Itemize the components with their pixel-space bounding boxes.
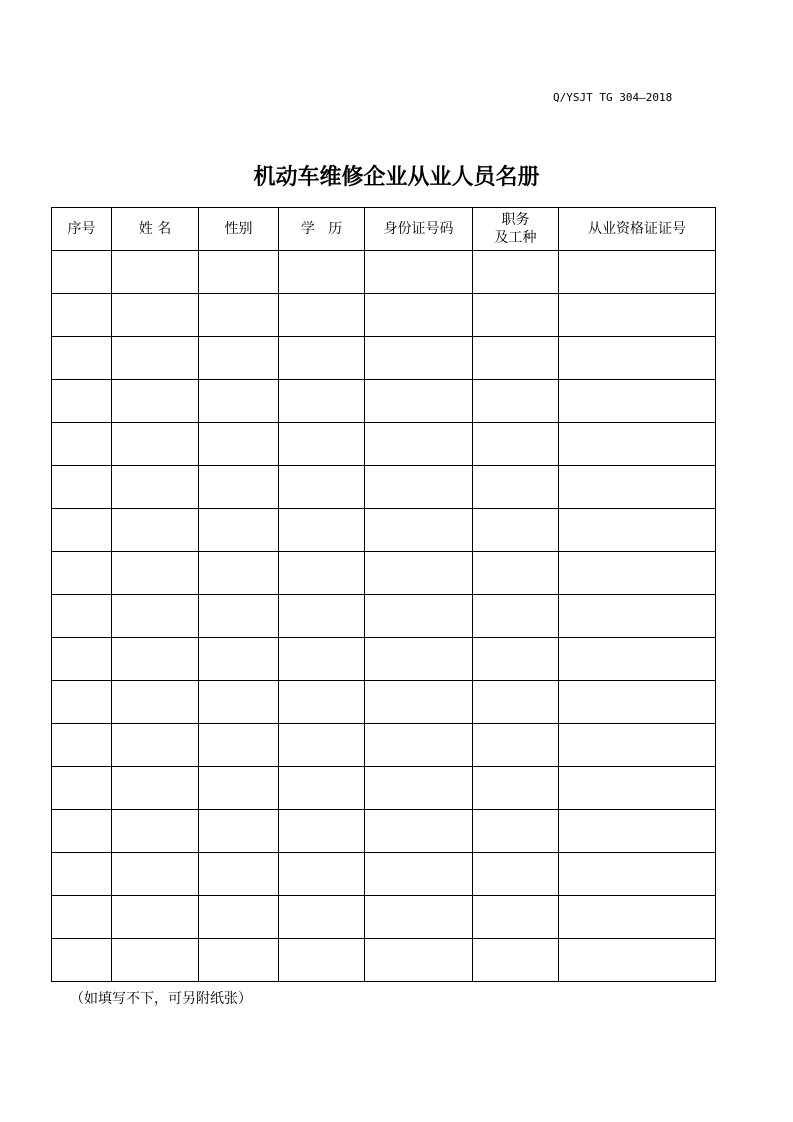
table-row	[52, 552, 716, 595]
cell-gender[interactable]	[199, 810, 279, 853]
cell-position[interactable]	[473, 810, 559, 853]
cell-education[interactable]	[279, 810, 365, 853]
cell-gender[interactable]	[199, 939, 279, 982]
cell-serial[interactable]	[52, 896, 112, 939]
cell-gender[interactable]	[199, 251, 279, 294]
cell-id-number[interactable]	[365, 681, 473, 724]
cell-name[interactable]	[112, 638, 199, 681]
cell-education[interactable]	[279, 380, 365, 423]
table-row	[52, 595, 716, 638]
cell-certificate[interactable]	[559, 810, 716, 853]
cell-name[interactable]	[112, 294, 199, 337]
cell-education[interactable]	[279, 681, 365, 724]
cell-serial[interactable]	[52, 724, 112, 767]
cell-name[interactable]	[112, 595, 199, 638]
table-row	[52, 423, 716, 466]
cell-id-number[interactable]	[365, 466, 473, 509]
cell-gender[interactable]	[199, 638, 279, 681]
cell-gender[interactable]	[199, 423, 279, 466]
cell-education[interactable]	[279, 552, 365, 595]
cell-serial[interactable]	[52, 767, 112, 810]
cell-education[interactable]	[279, 939, 365, 982]
cell-certificate[interactable]	[559, 681, 716, 724]
cell-position[interactable]	[473, 681, 559, 724]
table-row	[52, 251, 716, 294]
cell-position[interactable]	[473, 896, 559, 939]
header-name: 姓 名	[112, 208, 199, 251]
cell-certificate[interactable]	[559, 939, 716, 982]
cell-name[interactable]	[112, 380, 199, 423]
cell-id-number[interactable]	[365, 810, 473, 853]
cell-gender[interactable]	[199, 337, 279, 380]
cell-position[interactable]	[473, 853, 559, 896]
cell-education[interactable]	[279, 896, 365, 939]
cell-education[interactable]	[279, 853, 365, 896]
cell-certificate[interactable]	[559, 294, 716, 337]
cell-education[interactable]	[279, 724, 365, 767]
table-row	[52, 337, 716, 380]
cell-id-number[interactable]	[365, 423, 473, 466]
cell-certificate[interactable]	[559, 896, 716, 939]
cell-position[interactable]	[473, 638, 559, 681]
page-title: 机动车维修企业从业人员名册	[253, 165, 540, 190]
cell-serial[interactable]	[52, 552, 112, 595]
cell-certificate[interactable]	[559, 638, 716, 681]
cell-serial[interactable]	[52, 638, 112, 681]
cell-position[interactable]	[473, 509, 559, 552]
cell-gender[interactable]	[199, 552, 279, 595]
staff-roster-table	[51, 207, 716, 982]
cell-certificate[interactable]	[559, 423, 716, 466]
table-row	[52, 810, 716, 853]
cell-gender[interactable]	[199, 896, 279, 939]
cell-gender[interactable]	[199, 595, 279, 638]
cell-serial[interactable]	[52, 380, 112, 423]
cell-certificate[interactable]	[559, 552, 716, 595]
cell-position[interactable]	[473, 423, 559, 466]
cell-name[interactable]	[112, 810, 199, 853]
cell-name[interactable]	[112, 939, 199, 982]
cell-name[interactable]	[112, 423, 199, 466]
table-header-row	[52, 208, 716, 251]
cell-id-number[interactable]	[365, 939, 473, 982]
cell-id-number[interactable]	[365, 251, 473, 294]
cell-serial[interactable]	[52, 810, 112, 853]
cell-id-number[interactable]	[365, 552, 473, 595]
cell-gender[interactable]	[199, 294, 279, 337]
table-row	[52, 767, 716, 810]
cell-education[interactable]	[279, 294, 365, 337]
table-row	[52, 466, 716, 509]
cell-certificate[interactable]	[559, 767, 716, 810]
cell-serial[interactable]	[52, 423, 112, 466]
cell-name[interactable]	[112, 853, 199, 896]
table-row	[52, 939, 716, 982]
cell-certificate[interactable]	[559, 466, 716, 509]
cell-certificate[interactable]	[559, 724, 716, 767]
table-body	[52, 251, 716, 982]
cell-serial[interactable]	[52, 595, 112, 638]
cell-name[interactable]	[112, 251, 199, 294]
document-code: Q/YSJT TG 304—2018	[553, 91, 673, 104]
header-serial: 序号	[52, 208, 112, 251]
cell-serial[interactable]	[52, 294, 112, 337]
cell-name[interactable]	[112, 724, 199, 767]
table-row	[52, 294, 716, 337]
cell-position[interactable]	[473, 337, 559, 380]
cell-id-number[interactable]	[365, 380, 473, 423]
cell-education[interactable]	[279, 423, 365, 466]
cell-id-number[interactable]	[365, 767, 473, 810]
cell-education[interactable]	[279, 638, 365, 681]
cell-id-number[interactable]	[365, 853, 473, 896]
cell-name[interactable]	[112, 681, 199, 724]
table-row	[52, 896, 716, 939]
cell-serial[interactable]	[52, 853, 112, 896]
cell-id-number[interactable]	[365, 509, 473, 552]
cell-serial[interactable]	[52, 939, 112, 982]
cell-gender[interactable]	[199, 466, 279, 509]
cell-certificate[interactable]	[559, 337, 716, 380]
cell-position[interactable]	[473, 724, 559, 767]
cell-certificate[interactable]	[559, 380, 716, 423]
header-gender: 性别	[199, 208, 279, 251]
cell-position[interactable]	[473, 294, 559, 337]
cell-id-number[interactable]	[365, 294, 473, 337]
cell-id-number[interactable]	[365, 595, 473, 638]
header-certificate: 从业资格证证号	[559, 208, 716, 251]
cell-serial[interactable]	[52, 509, 112, 552]
header-education: 学 历	[279, 208, 365, 251]
cell-education[interactable]	[279, 466, 365, 509]
table-row	[52, 853, 716, 896]
cell-certificate[interactable]	[559, 251, 716, 294]
table-row	[52, 724, 716, 767]
cell-gender[interactable]	[199, 724, 279, 767]
cell-name[interactable]	[112, 767, 199, 810]
cell-name[interactable]	[112, 552, 199, 595]
cell-serial[interactable]	[52, 251, 112, 294]
cell-serial[interactable]	[52, 337, 112, 380]
cell-education[interactable]	[279, 509, 365, 552]
cell-serial[interactable]	[52, 466, 112, 509]
header-id-number: 身份证号码	[365, 208, 473, 251]
cell-serial[interactable]	[52, 681, 112, 724]
footnote: （如填写不下，可另附纸张）	[70, 991, 252, 1007]
cell-position[interactable]	[473, 595, 559, 638]
cell-id-number[interactable]	[365, 724, 473, 767]
cell-position[interactable]	[473, 251, 559, 294]
cell-gender[interactable]	[199, 380, 279, 423]
cell-name[interactable]	[112, 509, 199, 552]
cell-id-number[interactable]	[365, 896, 473, 939]
cell-position[interactable]	[473, 466, 559, 509]
table-row	[52, 638, 716, 681]
cell-education[interactable]	[279, 251, 365, 294]
table-row	[52, 509, 716, 552]
cell-name[interactable]	[112, 337, 199, 380]
cell-gender[interactable]	[199, 509, 279, 552]
cell-education[interactable]	[279, 595, 365, 638]
cell-education[interactable]	[279, 767, 365, 810]
cell-name[interactable]	[112, 896, 199, 939]
table-row	[52, 380, 716, 423]
cell-id-number[interactable]	[365, 337, 473, 380]
header-position: 职务 及工种	[473, 208, 559, 251]
cell-certificate[interactable]	[559, 853, 716, 896]
cell-gender[interactable]	[199, 681, 279, 724]
table-row	[52, 681, 716, 724]
cell-gender[interactable]	[199, 767, 279, 810]
cell-position[interactable]	[473, 552, 559, 595]
cell-certificate[interactable]	[559, 509, 716, 552]
cell-position[interactable]	[473, 380, 559, 423]
cell-name[interactable]	[112, 466, 199, 509]
cell-position[interactable]	[473, 939, 559, 982]
cell-gender[interactable]	[199, 853, 279, 896]
cell-certificate[interactable]	[559, 595, 716, 638]
cell-position[interactable]	[473, 767, 559, 810]
cell-id-number[interactable]	[365, 638, 473, 681]
cell-education[interactable]	[279, 337, 365, 380]
